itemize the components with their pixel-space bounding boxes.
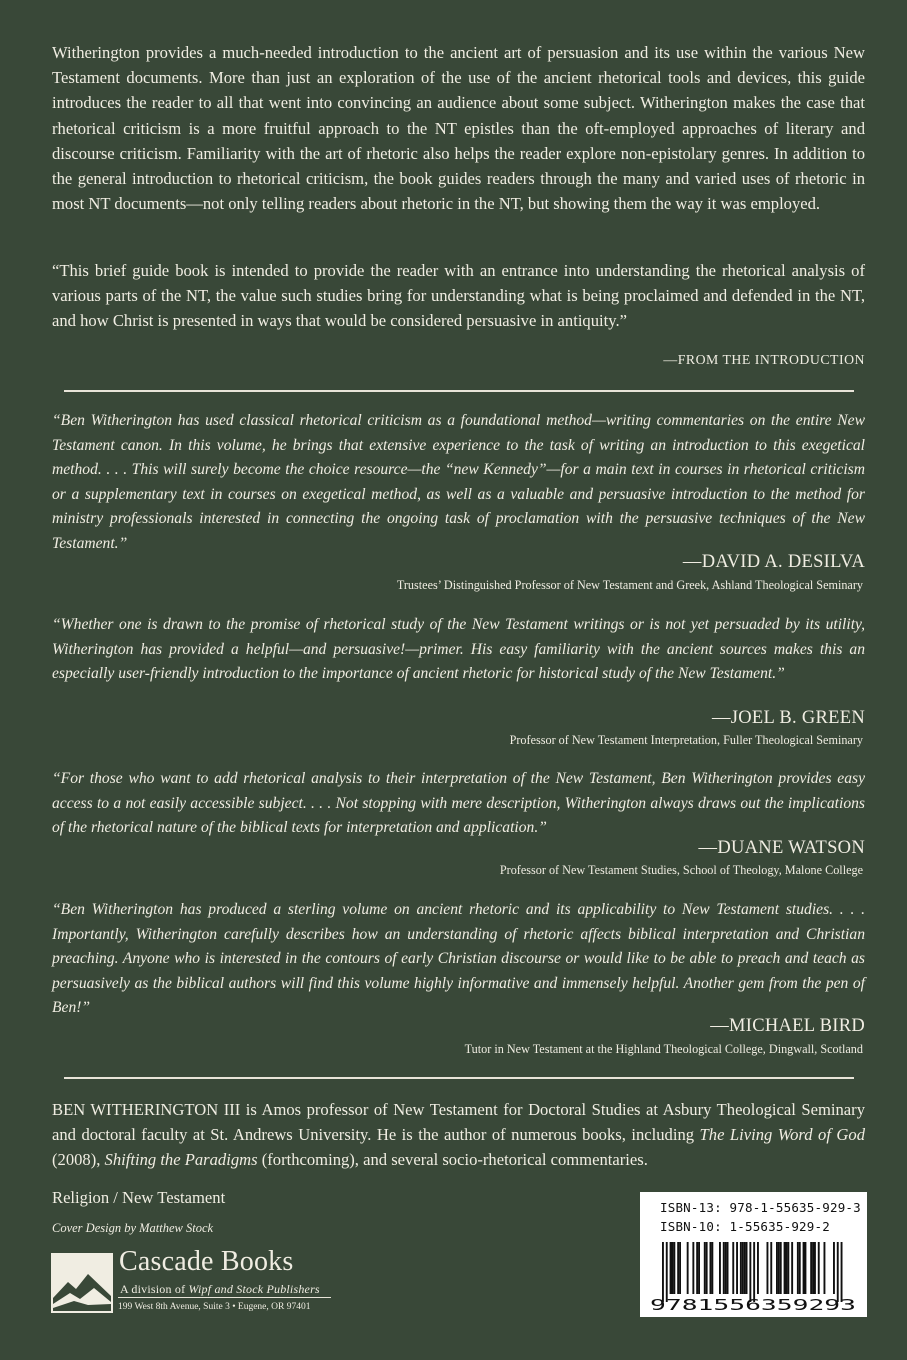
barcode-bar bbox=[725, 1242, 727, 1294]
publisher-division bbox=[120, 1282, 320, 1297]
barcode-bar bbox=[710, 1242, 712, 1294]
barcode-bar bbox=[740, 1242, 742, 1294]
barcode-bar bbox=[727, 1242, 729, 1294]
barcode-bar bbox=[803, 1242, 805, 1294]
subject-category: Religion / New Testament bbox=[52, 1188, 226, 1207]
barcode-bar bbox=[749, 1242, 751, 1302]
author-bio-tail: (forthcoming), and several socio-rhetorical commentaries. bbox=[257, 1150, 648, 1170]
endorsement-affiliation-desilva: Trustees’ Distinguished Professor of New Testament and Greek, Ashland Theological Seminary bbox=[396, 578, 863, 592]
barcode-graphic bbox=[648, 1240, 858, 1312]
barcode-bar bbox=[744, 1242, 746, 1294]
barcode-bar bbox=[767, 1242, 769, 1294]
barcode-bar bbox=[786, 1242, 788, 1294]
barcode-bar bbox=[814, 1242, 816, 1294]
publisher-divider bbox=[118, 1297, 331, 1298]
barcode-bar bbox=[778, 1242, 780, 1294]
introduction-quote-source: —FROM THE INTRODUCTION bbox=[663, 352, 865, 367]
top-divider bbox=[64, 390, 854, 392]
endorsement-affiliation-watson: Professor of New Testament Studies, School of Theology, Malone College bbox=[499, 863, 863, 877]
barcode-bar bbox=[824, 1242, 826, 1294]
publisher-mountain-logo-icon bbox=[50, 1252, 114, 1314]
barcode-bar bbox=[732, 1242, 734, 1294]
publisher-division-name: Wipf and Stock Publishers bbox=[188, 1282, 320, 1296]
endorsement-quote-green: “Whether one is drawn to the promise of rhetorical study of the New Testament writings or is not yet persuaded by its utility, Witherington has provided a helpful—and persuasive!—primer. His easy familiarity with the ancient sources makes this an especially user-friendly introduction to the importance of ancient rhetoric for historical study of the New Testament.” bbox=[52, 616, 865, 683]
barcode-bar bbox=[673, 1242, 675, 1294]
barcode-bar bbox=[833, 1242, 835, 1294]
cover-design-credit: Cover Design by Matthew Stock bbox=[52, 1221, 214, 1235]
author-bio-mid: (2008), bbox=[52, 1150, 105, 1170]
author-bio-lead: BEN WITHERINGTON III is Amos professor of New Testament for Doctoral Studies at Asbury Theological Seminary and doctoral faculty at St. Andrews University. He is the author of numerous books, including bbox=[52, 1100, 865, 1145]
author-bio-title-shifting: Shifting the Paradigms bbox=[104, 1150, 258, 1170]
barcode-bar bbox=[679, 1242, 681, 1294]
barcode-bar bbox=[797, 1242, 799, 1294]
barcode-bar bbox=[711, 1242, 713, 1294]
barcode-bar bbox=[837, 1242, 839, 1302]
barcode-bar bbox=[805, 1242, 807, 1294]
barcode-bar bbox=[736, 1242, 738, 1294]
barcode-bar bbox=[787, 1242, 789, 1294]
barcode-bar bbox=[780, 1242, 782, 1294]
endorsement-affiliation-green: Professor of New Testament Interpretation, Fuller Theological Seminary bbox=[509, 733, 863, 747]
barcode-bar bbox=[799, 1242, 801, 1294]
barcode-bar bbox=[672, 1242, 674, 1294]
barcode-bar bbox=[818, 1242, 820, 1294]
endorsement-quote-watson: “For those who want to add rhetorical analysis to their interpretation of the New Testament, Ben Witherington provides easy access to a not easily accessible subject. . . . Not stopping with mere description, Witherington always draws out the implications of the rhetorical nature of the biblical texts for interpretation and application.” bbox=[52, 770, 865, 837]
barcode-bar bbox=[662, 1242, 664, 1302]
publisher-division-lead: A division of bbox=[120, 1282, 189, 1296]
endorsement-author-green: —JOEL B. GREEN bbox=[711, 708, 865, 728]
endorsement-author-watson: —DUANE WATSON bbox=[698, 838, 865, 858]
barcode-bar bbox=[742, 1242, 744, 1294]
barcode-bar bbox=[810, 1242, 812, 1294]
barcode-bar bbox=[757, 1242, 759, 1294]
barcode-bar bbox=[666, 1242, 668, 1302]
barcode-bar bbox=[698, 1242, 700, 1294]
barcode-bar bbox=[687, 1242, 689, 1294]
introduction-quote: “This brief guide book is intended to provide the reader with an entrance into understanding the rhetorical analysis of various parts of the NT, the value such studies bring for understanding what is being proclaimed and defended in the NT, and how Christ is presented in ways that would be considered persuasive in antiquity.” bbox=[52, 261, 865, 331]
endorsement-author-desilva: —DAVID A. DESILVA bbox=[682, 552, 865, 572]
barcode-bar bbox=[692, 1242, 694, 1294]
barcode-bar bbox=[706, 1242, 708, 1294]
bottom-divider bbox=[64, 1077, 854, 1079]
barcode-bar bbox=[776, 1242, 778, 1294]
isbn10-label: ISBN-10: 1-55635-929-2 bbox=[660, 1219, 830, 1234]
barcode-digits: 9781556359293 bbox=[650, 1296, 856, 1312]
isbn13-label: ISBN-13: 978-1-55635-929-3 bbox=[660, 1200, 861, 1215]
publisher-name: Cascade Books bbox=[119, 1246, 294, 1277]
publisher-address: 199 West 8th Avenue, Suite 3 • Eugene, OR 97401 bbox=[118, 1302, 311, 1312]
barcode-bar bbox=[784, 1242, 786, 1294]
barcode-bar bbox=[677, 1242, 679, 1294]
barcode-bar bbox=[670, 1242, 672, 1294]
endorsement-quote-bird: “Ben Witherington has produced a sterling volume on ancient rhetoric and its applicability to New Testament studies. . . . Importantly, Witherington carefully describes how an understanding of rhetoric affects biblical interpretation and Christian preaching. Anyone who is interested in the contours of early Christian discourse or would like to be able to preach and teach as persuasively as the biblical authors will find this volume highly informative and immensely helpful. Another gem from the pen of Ben!” bbox=[52, 901, 865, 1017]
endorsement-author-bird: —MICHAEL BIRD bbox=[710, 1016, 865, 1036]
barcode-bar bbox=[753, 1242, 755, 1302]
barcode-bar bbox=[723, 1242, 725, 1294]
author-bio-title-living-word: The Living Word of God bbox=[699, 1125, 865, 1145]
barcode-bar bbox=[841, 1242, 843, 1302]
barcode-bar bbox=[746, 1242, 748, 1294]
book-description: Witherington provides a much-needed introduction to the ancient art of persuasion and its use within the various New Testament documents. More than just an exploration of the use of the ancient rhetorical tools and devices, this guide introduces the reader to all that went into convincing an audience about some subject. Witherington makes the case that rhetorical criticism is a more fruitful approach to the NT epistles than the oft-employed approaches of literary and discourse criticism. Familiarity with the art of rhetoric also helps the reader explore non-epistolary genres. In addition to the general introduction to rhetorical criticism, the book guides readers through the many and varied uses of rhetoric in most NT documents—not only telling readers about rhetoric in the NT, but showing them the way it was employed. bbox=[52, 43, 865, 214]
barcode-bar bbox=[704, 1242, 706, 1294]
barcode-bar bbox=[719, 1242, 721, 1294]
barcode-bar bbox=[696, 1242, 698, 1294]
endorsement-affiliation-bird: Tutor in New Testament at the Highland Theological College, Dingwall, Scotland bbox=[464, 1042, 863, 1056]
author-bio bbox=[52, 1097, 865, 1173]
barcode-bar bbox=[812, 1242, 814, 1294]
barcode-bar bbox=[770, 1242, 772, 1294]
endorsement-quote-desilva: “Ben Witherington has used classical rhetorical criticism as a foundational method—writing commentaries on the entire New Testament canon. In this volume, he brings that extensive experience to the task of writing an introduction to this exegetical method. . . . This will surely become the choice resource—the “new Kennedy”—for a main text in courses in rhetorical criticism or a supplementary text in courses on exegetical method, as well as a valuable and persuasive introduction to the method for ministry professionals interested in connecting the ongoing task of proclamation with the persuasive techniques of the New Testament.” bbox=[52, 412, 865, 552]
barcode-bar bbox=[791, 1242, 793, 1294]
